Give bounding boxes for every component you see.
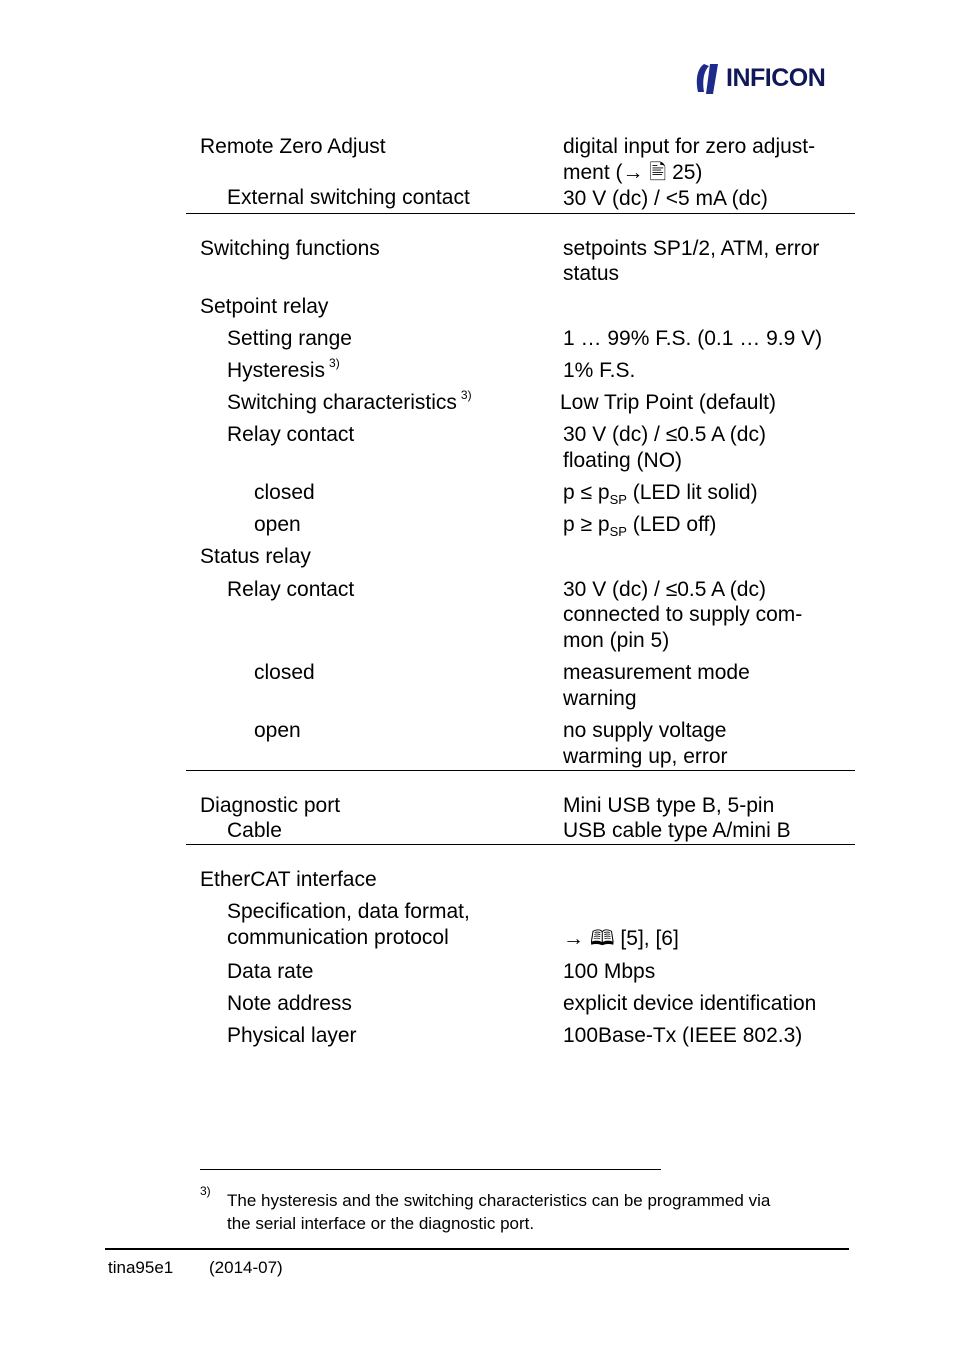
switching-functions-label: Switching functions [200, 237, 380, 260]
note-address-label: Note address [227, 992, 352, 1015]
status-relay-label: Status relay [200, 545, 311, 568]
footnote-marker: 3) [460, 388, 472, 402]
footnote-marker: 3) [200, 1184, 211, 1198]
status-relay-contact-label: Relay contact [227, 578, 355, 601]
logo-text: INFICON [726, 64, 826, 92]
footnote-separator [200, 1169, 661, 1170]
footer-date: (2014-07) [209, 1258, 283, 1277]
footnote-marker: 3) [329, 356, 340, 370]
switching-functions-value-1: setpoints SP1/2, ATM, error [563, 237, 820, 260]
setpoint-open-label: open [254, 513, 301, 536]
status-open-label: open [254, 719, 301, 742]
remote-zero-adjust-value-2: ment (→ 🖹 25) [563, 161, 703, 184]
specification-label-1: Specification, data format, [227, 900, 470, 923]
status-open-value-2: warming up, error [563, 745, 728, 768]
external-switching-contact-label: External switching contact [227, 186, 470, 209]
setpoint-relay-contact-value-2: floating (NO) [563, 449, 683, 472]
setpoint-relay-contact-value-1: 30 V (dc) / ≤0.5 A (dc) [563, 423, 766, 446]
physical-layer-label: Physical layer [227, 1024, 357, 1047]
setpoint-closed-value: $p \le p_{SP}$ (LED lit solid) [563, 481, 758, 507]
diagnostic-cable-value: USB cable type A/mini B [563, 819, 791, 842]
setpoint-closed-label: closed [254, 481, 315, 504]
ethercat-interface-label: EtherCAT interface [200, 868, 377, 891]
inficon-logo-icon [694, 62, 724, 96]
footnote-text-2: the serial interface or the diagnostic port. [227, 1214, 535, 1233]
footer-rule [105, 1248, 849, 1250]
footnote-text-1: The hysteresis and the switching characteristics can be programmed via [227, 1191, 771, 1210]
status-relay-contact-value-2: connected to supply com- [563, 603, 803, 626]
physical-layer-value: 100Base-Tx (IEEE 802.3) [563, 1024, 803, 1047]
status-closed-value-2: warning [563, 687, 637, 710]
switching-characteristics-label: Switching characteristics $^{3)}$ [227, 388, 472, 414]
status-open-value-1: no supply voltage [563, 719, 727, 742]
setting-range-value: 1 … 99% F.S. (0.1 … 9.9 V) [563, 327, 823, 350]
section-divider [186, 770, 855, 771]
setpoint-open-value: $p \ge p_{SP}$ (LED off) [563, 513, 717, 539]
remote-zero-adjust-label: Remote Zero Adjust [200, 135, 386, 158]
section-divider [186, 844, 855, 845]
status-closed-value-1: measurement mode [563, 661, 750, 684]
specification-label-2: communication protocol [227, 926, 449, 949]
setpoint-relay-label: Setpoint relay [200, 295, 329, 318]
status-relay-contact-value-3: mon (pin 5) [563, 629, 670, 652]
data-rate-value: 100 Mbps [563, 960, 656, 983]
status-closed-label: closed [254, 661, 315, 684]
diagnostic-port-label: Diagnostic port [200, 794, 341, 817]
hysteresis-value: 1% F.S. [563, 359, 636, 382]
setpoint-relay-contact-label: Relay contact [227, 423, 355, 446]
status-relay-contact-value-1: 30 V (dc) / ≤0.5 A (dc) [563, 578, 766, 601]
data-rate-label: Data rate [227, 960, 314, 983]
section-divider [186, 213, 855, 214]
diagnostic-port-value: Mini USB type B, 5-pin [563, 794, 775, 817]
external-switching-contact-value: 30 V (dc) / <5 mA (dc) [563, 187, 768, 210]
specification-value: → 🕮 [5], [6] [563, 927, 679, 950]
footer-doc-id: tina95e1 [108, 1258, 174, 1277]
switching-functions-value-2: status [563, 262, 620, 285]
switching-characteristics-value: Low Trip Point (default) [560, 391, 776, 414]
note-address-value: explicit device identification [563, 992, 817, 1015]
remote-zero-adjust-value-1: digital input for zero adjust- [563, 135, 816, 158]
hysteresis-label: Hysteresis $^{3)}$ [227, 356, 340, 382]
diagnostic-cable-label: Cable [227, 819, 282, 842]
setting-range-label: Setting range [227, 327, 352, 350]
